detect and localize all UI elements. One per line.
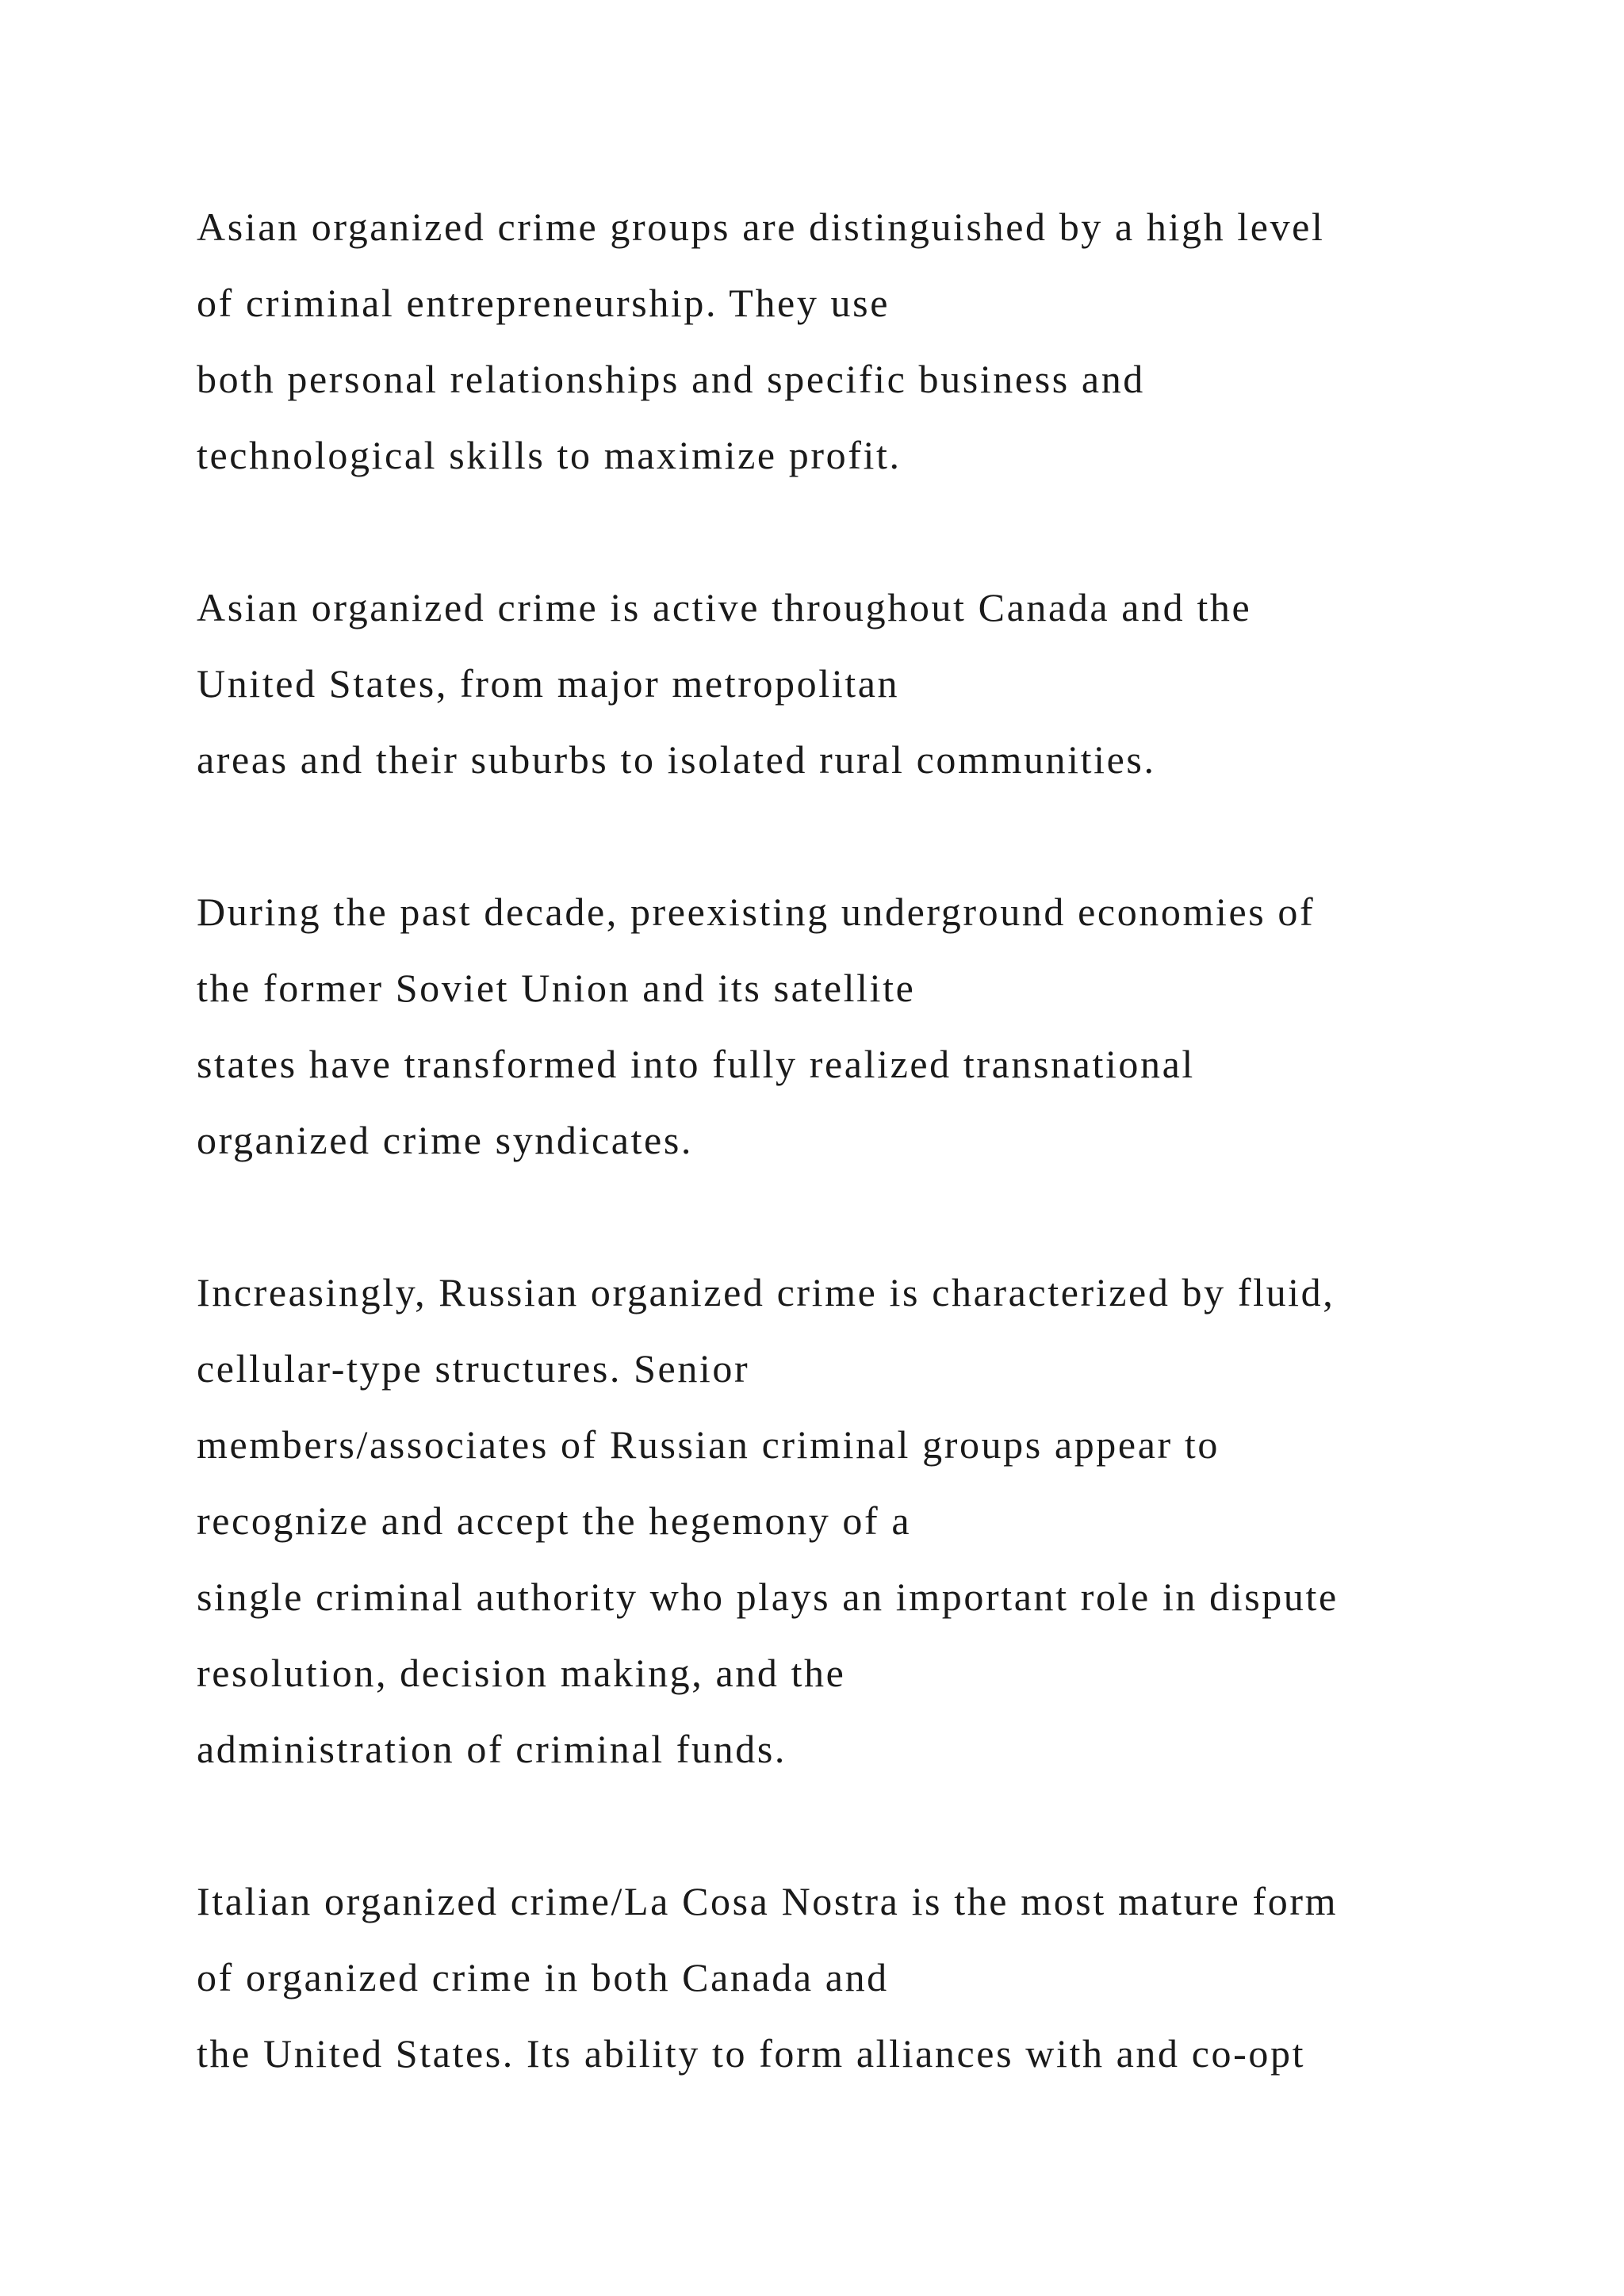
text-line: single criminal authority who plays an important role in dispute — [197, 1575, 1339, 1619]
text-line: Asian organized crime is active throughout Canada and the — [197, 585, 1252, 629]
text-line: the former Soviet Union and its satellite — [197, 966, 916, 1010]
text-line: recognize and accept the hegemony of a — [197, 1498, 912, 1543]
text-line: of criminal entrepreneurship. They use — [197, 281, 890, 325]
text-line: of organized crime in both Canada and — [197, 1955, 889, 1999]
text-line: the United States. Its ability to form alliances with and co-opt — [197, 2031, 1306, 2076]
text-line: members/associates of Russian criminal groups appear to — [197, 1422, 1220, 1467]
text-line: Italian organized crime/La Cosa Nostra is the most mature form — [197, 1879, 1339, 1923]
text-line: technological skills to maximize profit. — [197, 433, 902, 477]
text-line: cellular-type structures. Senior — [197, 1346, 750, 1391]
text-line: United States, from major metropolitan — [197, 661, 900, 706]
document-body — [197, 189, 1561, 2168]
text-line: resolution, decision making, and the — [197, 1651, 846, 1695]
text-line: both personal relationships and specific business and — [197, 357, 1145, 401]
text-line: During the past decade, preexisting underground economies of — [197, 890, 1316, 934]
paragraph — [197, 569, 1561, 798]
text-line: states have transformed into fully realized transnational — [197, 1042, 1195, 1086]
text-line: administration of criminal funds. — [197, 1727, 787, 1771]
paragraph — [197, 189, 1561, 493]
text-line: Asian organized crime groups are distinguished by a high level — [197, 205, 1325, 249]
paragraph — [197, 1863, 1561, 2091]
text-line: Increasingly, Russian organized crime is characterized by fluid, — [197, 1270, 1335, 1314]
text-line: areas and their suburbs to isolated rural communities. — [197, 737, 1156, 782]
paragraph — [197, 874, 1561, 1178]
text-line: organized crime syndicates. — [197, 1118, 694, 1162]
paragraph — [197, 1254, 1561, 1787]
